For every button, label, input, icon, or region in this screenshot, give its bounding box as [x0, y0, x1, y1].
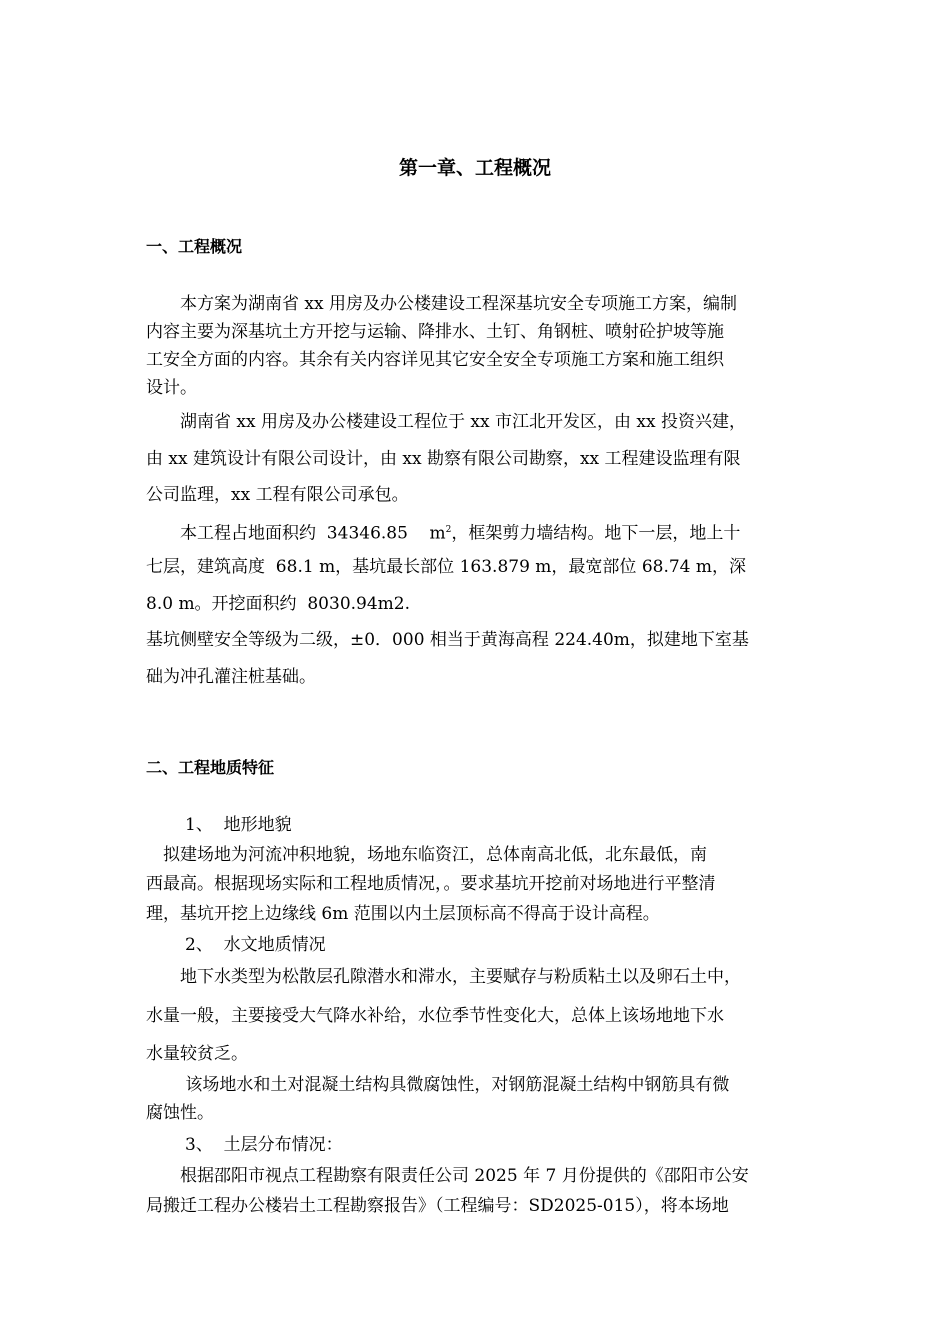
text-line: 腐蚀性。 — [146, 1103, 214, 1123]
subheading: 2、 水文地质情况 — [168, 935, 326, 955]
text-line: 础为冲孔灌注桩基础。 — [146, 667, 316, 687]
text-line: 基坑侧壁安全等级为二级，±0．000 相当于黄海高程 224.40m，拟建地下室基 — [146, 630, 749, 650]
text-line: 七层，建筑高度 68.1 m，基坑最长部位 163.879 m，最宽部位 68.74 m，深 — [146, 557, 747, 577]
text-line: 公司监理，xx 工程有限公司承包。 — [146, 485, 409, 505]
text-line: 内容主要为深基坑土方开挖与运输、降排水、土钉、角钢桩、喷射砼护坡等施 — [146, 322, 724, 342]
text-line: 水量一般，主要接受大气降水补给，水位季节性变化大，总体上该场地地下水 — [146, 1006, 724, 1026]
text-line: 8.0 m。开挖面积约 8030.94m2. — [146, 594, 411, 614]
text-line: 拟建场地为河流冲积地貌，场地东临资江，总体南高北低，北东最低，南 — [146, 845, 707, 865]
text-line: 湖南省 xx 用房及办公楼建设工程位于 xx 市江北开发区，由 xx 投资兴建， — [146, 412, 746, 432]
section-heading-geology: 二、工程地质特征 — [146, 758, 275, 777]
text-line: 水量较贫乏。 — [146, 1044, 248, 1064]
text-line: 根据邵阳市视点工程勘察有限责任公司 2025 年 7 月份提供的《邵阳市公安 — [146, 1166, 749, 1186]
subheading: 3、 土层分布情况： — [168, 1135, 343, 1155]
text-line: 地下水类型为松散层孔隙潜水和滞水，主要赋存与粉质粘土以及卵石土中， — [146, 967, 741, 987]
section-heading-overview: 一、工程概况 — [146, 237, 243, 256]
text-line: 本工程占地面积约 34346.85 $m^2$，框架剪力墙结构。地下一层，地上十 — [146, 523, 741, 544]
chapter-title: 第一章、工程概况 — [398, 157, 551, 179]
text-line: 理，基坑开挖上边缘线 6m 范围以内土层顶标高不得高于设计高程。 — [146, 904, 660, 924]
subheading: 1、 地形地貌 — [168, 815, 292, 835]
text-line: 由 xx 建筑设计有限公司设计，由 xx 勘察有限公司勘察，xx 工程建设监理有限 — [146, 449, 741, 469]
text-line: 该场地水和土对混凝土结构具微腐蚀性，对钢筋混凝土结构中钢筋具有微 — [146, 1075, 730, 1095]
text-line: 工安全方面的内容。其余有关内容详见其它安全安全专项施工方案和施工组织 — [146, 350, 724, 370]
text-line: 设计。 — [146, 378, 197, 398]
text-line: 局搬迁工程办公楼岩土工程勘察报告》（工程编号：SD2025-015），将本场地 — [146, 1196, 729, 1216]
text-line: 本方案为湖南省 xx 用房及办公楼建设工程深基坑安全专项施工方案，编制 — [146, 294, 737, 314]
text-line: 西最高。根据现场实际和工程地质情况，。要求基坑开挖前对场地进行平整清 — [146, 874, 716, 894]
